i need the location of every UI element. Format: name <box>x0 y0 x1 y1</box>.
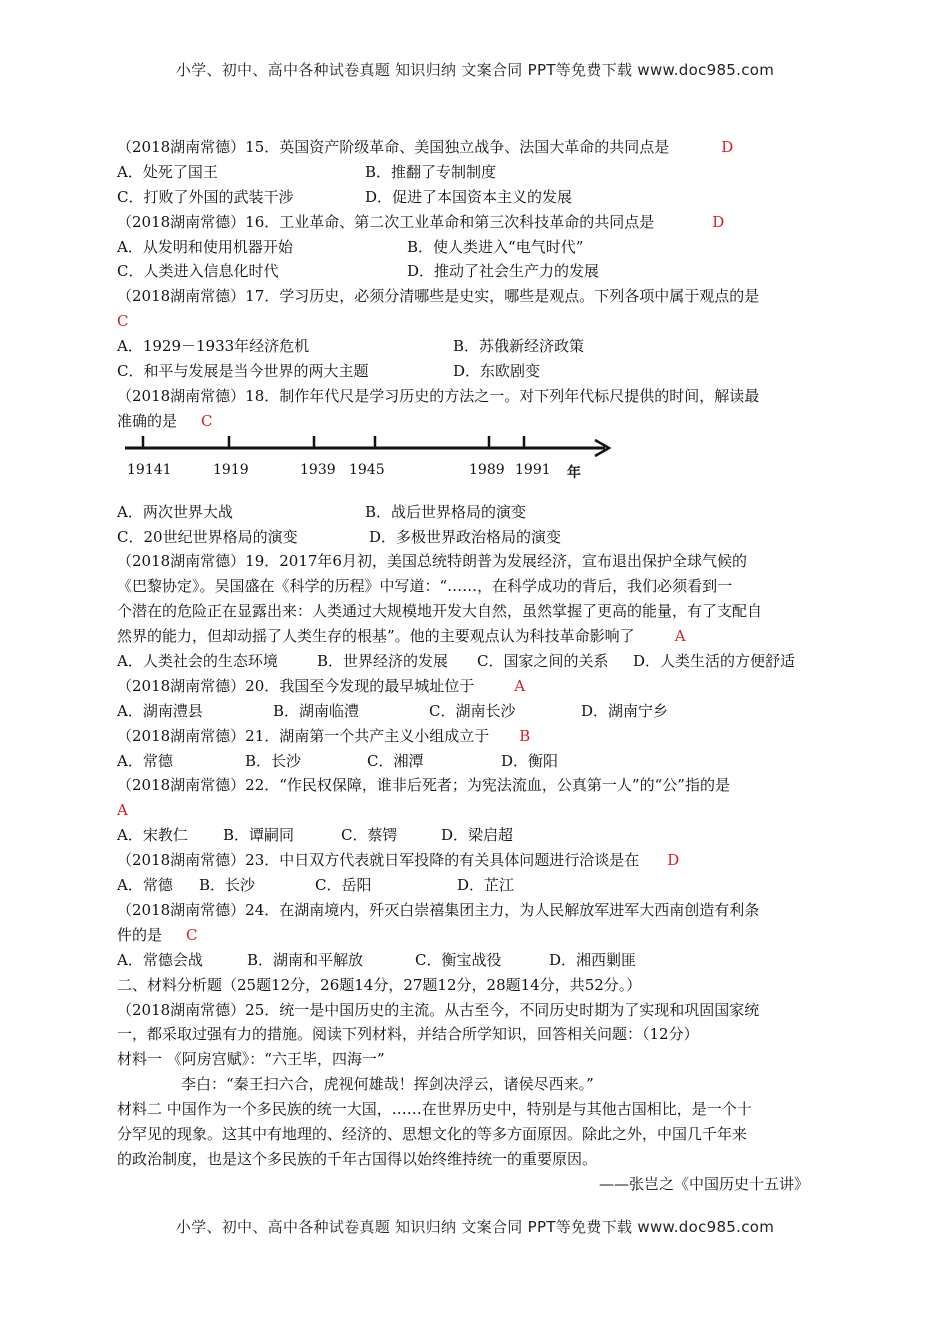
material-1-line-1: 材料一 《阿房宫赋》：“六王毕，四海一” <box>117 1050 385 1069</box>
timeline-label: 1989 <box>469 461 505 478</box>
question-22-options: A．宋教仁 B．谭嗣同 C．蔡锷 D．梁启超 <box>117 826 514 845</box>
question-19-line-4: 然界的能力，但却动摇了人类生存的根基”。他的主要观点认为科技革命影响了 A <box>117 627 686 646</box>
timeline-label: 1939 <box>300 461 336 478</box>
timeline-label: 19141 <box>127 461 172 478</box>
header-banner: 小学、初中、高中各种试卷真题 知识归纳 文案合同 PPT等免费下载 www.doc985.com <box>175 61 775 79</box>
question-23-stem: （2018湖南常德）23．中日双方代表就日军投降的有关具体问题进行洽谈是在 D <box>117 851 680 870</box>
question-24-options: A．常德会战 B．湖南和平解放 C．衡宝战役 D．湘西剿匪 <box>117 950 637 969</box>
question-18-options-cd: C．20世纪世界格局的演变 D．多极世界政治格局的演变 <box>117 527 562 546</box>
question-16-stem: （2018湖南常德）16．工业革命、第二次工业革命和第三次科技革命的共同点是 D <box>117 212 725 231</box>
question-25-line-2: 一，都采取过强有力的措施。阅读下列材料，并结合所学知识，回答相关问题：（12分） <box>117 1025 699 1044</box>
question-17-stem: （2018湖南常德）17．学习历史，必须分清哪些是史实，哪些是观点。下列各项中属于观点的是 <box>117 287 760 306</box>
timeline-ruler <box>117 434 837 500</box>
question-21-stem: （2018湖南常德）21．湖南第一个共产主义小组成立于 B <box>117 726 531 745</box>
timeline-axis <box>117 434 637 464</box>
question-15-options-ab: A．处死了国王 B．推翻了专制制度 <box>117 162 497 181</box>
question-21-options: A．常德 B．长沙 C．湘潭 D．衡阳 <box>117 751 559 770</box>
question-15-options-cd: C．打败了外国的武装干涉 D．促进了本国资本主义的发展 <box>117 187 573 206</box>
material-2-line-3: 的政治制度，也是这个多民族的千年古国得以始终维持统一的重要原因。 <box>117 1149 598 1168</box>
exam-content <box>117 135 837 1197</box>
answer-19: A <box>674 627 686 646</box>
question-24-stem-2: 件的是 C <box>117 925 198 944</box>
answer-17: C <box>117 312 129 331</box>
answer-21: B <box>519 726 531 745</box>
answer-17-line <box>117 309 837 334</box>
section-2-heading: 二、材料分析题（25题12分，26题14分，27题12分，28题14分，共52分。） <box>117 975 642 994</box>
question-25-line-1: （2018湖南常德）25．统一是中国历史的主流。从古至今，不同历史时期为了实现和巩固国家统 <box>117 1000 760 1019</box>
question-15-stem: （2018湖南常德）15．英国资产阶级革命、美国独立战争、法国大革命的共同点是 D <box>117 138 734 156</box>
material-2-line-1: 材料二 中国作为一个多民族的统一大国，……在世界历史中，特别是与其他古国相比，是一个十 <box>117 1100 752 1119</box>
question-24-stem-1: （2018湖南常德）24．在湖南境内，歼灭白崇禧集团主力，为人民解放军进军大西南创造有利条 <box>117 900 760 919</box>
question-16-options-ab: A．从发明和使用机器开始 B．使人类进入“电气时代” <box>117 237 584 256</box>
question-19-line-3: 个潜在的危险正在显露出来：人类通过大规模地开发大自然，虽然掌握了更高的能量，有了支配自 <box>117 602 763 621</box>
question-20-stem: （2018湖南常德）20．我国至今发现的最早城址位于 A <box>117 676 526 695</box>
question-22-stem: （2018湖南常德）22．“作民权保障，谁非后死者；为宪法流血，公真第一人”的“公”指的是 <box>117 776 730 795</box>
question-17-options-cd: C．和平与发展是当今世界的两大主题 D．东欧剧变 <box>117 362 541 381</box>
question-20-options: A．湖南澧县 B．湖南临澧 C．湖南长沙 D．湖南宁乡 <box>117 701 669 720</box>
footer-banner: 小学、初中、高中各种试卷真题 知识归纳 文案合同 PPT等免费下载 www.doc985.com <box>175 1218 775 1236</box>
question-18-stem-2: 准确的是 C <box>117 411 213 430</box>
answer-15: D <box>721 138 734 156</box>
answer-22-line <box>117 798 837 823</box>
answer-18: C <box>201 411 213 430</box>
question-17-options-ab: A．1929－1933年经济危机 B．苏俄新经济政策 <box>117 337 585 356</box>
question-18-options-ab: A．两次世界大战 B．战后世界格局的演变 <box>117 502 527 521</box>
answer-23: D <box>667 851 680 870</box>
answer-16: D <box>712 212 725 231</box>
question-19-line-1: （2018湖南常德）19．2017年6月初，美国总统特朗普为发展经济，宣布退出保护全球气候的 <box>117 552 747 571</box>
answer-20: A <box>514 676 526 695</box>
question-19-line-2: 《巴黎协定》。吴国盛在《科学的历程》中写道：“……，在科学成功的背后，我们必须看到一 <box>117 577 733 596</box>
question-19-options: A．人类社会的生态环境 B．世界经济的发展 C．国家之间的关系 D．人类生活的方便舒适 <box>117 652 796 671</box>
answer-22: A <box>117 801 128 820</box>
question-16-options-cd: C．人类进入信息化时代 D．推动了社会生产力的发展 <box>117 262 600 281</box>
timeline-label: 1991 <box>515 461 551 478</box>
question-18-stem-1: （2018湖南常德）18．制作年代尺是学习历史的方法之一。对下列年代标尺提供的时间，解读最 <box>117 386 760 405</box>
material-2-source: ——张岂之《中国历史十五讲》 <box>598 1174 809 1193</box>
timeline-unit: 年 <box>567 464 581 481</box>
material-1-line-2: 李白：“秦王扫六合，虎视何雄哉！挥剑决浮云，诸侯尽西来。” <box>181 1075 594 1094</box>
question-23-options: A．常德 B．长沙 C．岳阳 D．芷江 <box>117 876 515 895</box>
timeline-label: 1919 <box>213 461 249 478</box>
answer-24: C <box>186 925 198 944</box>
material-2-line-2: 分罕见的现象。这其中有地理的、经济的、思想文化的等多方面原因。除此之外，中国几千年来 <box>117 1124 748 1143</box>
timeline-label: 1945 <box>349 461 385 478</box>
